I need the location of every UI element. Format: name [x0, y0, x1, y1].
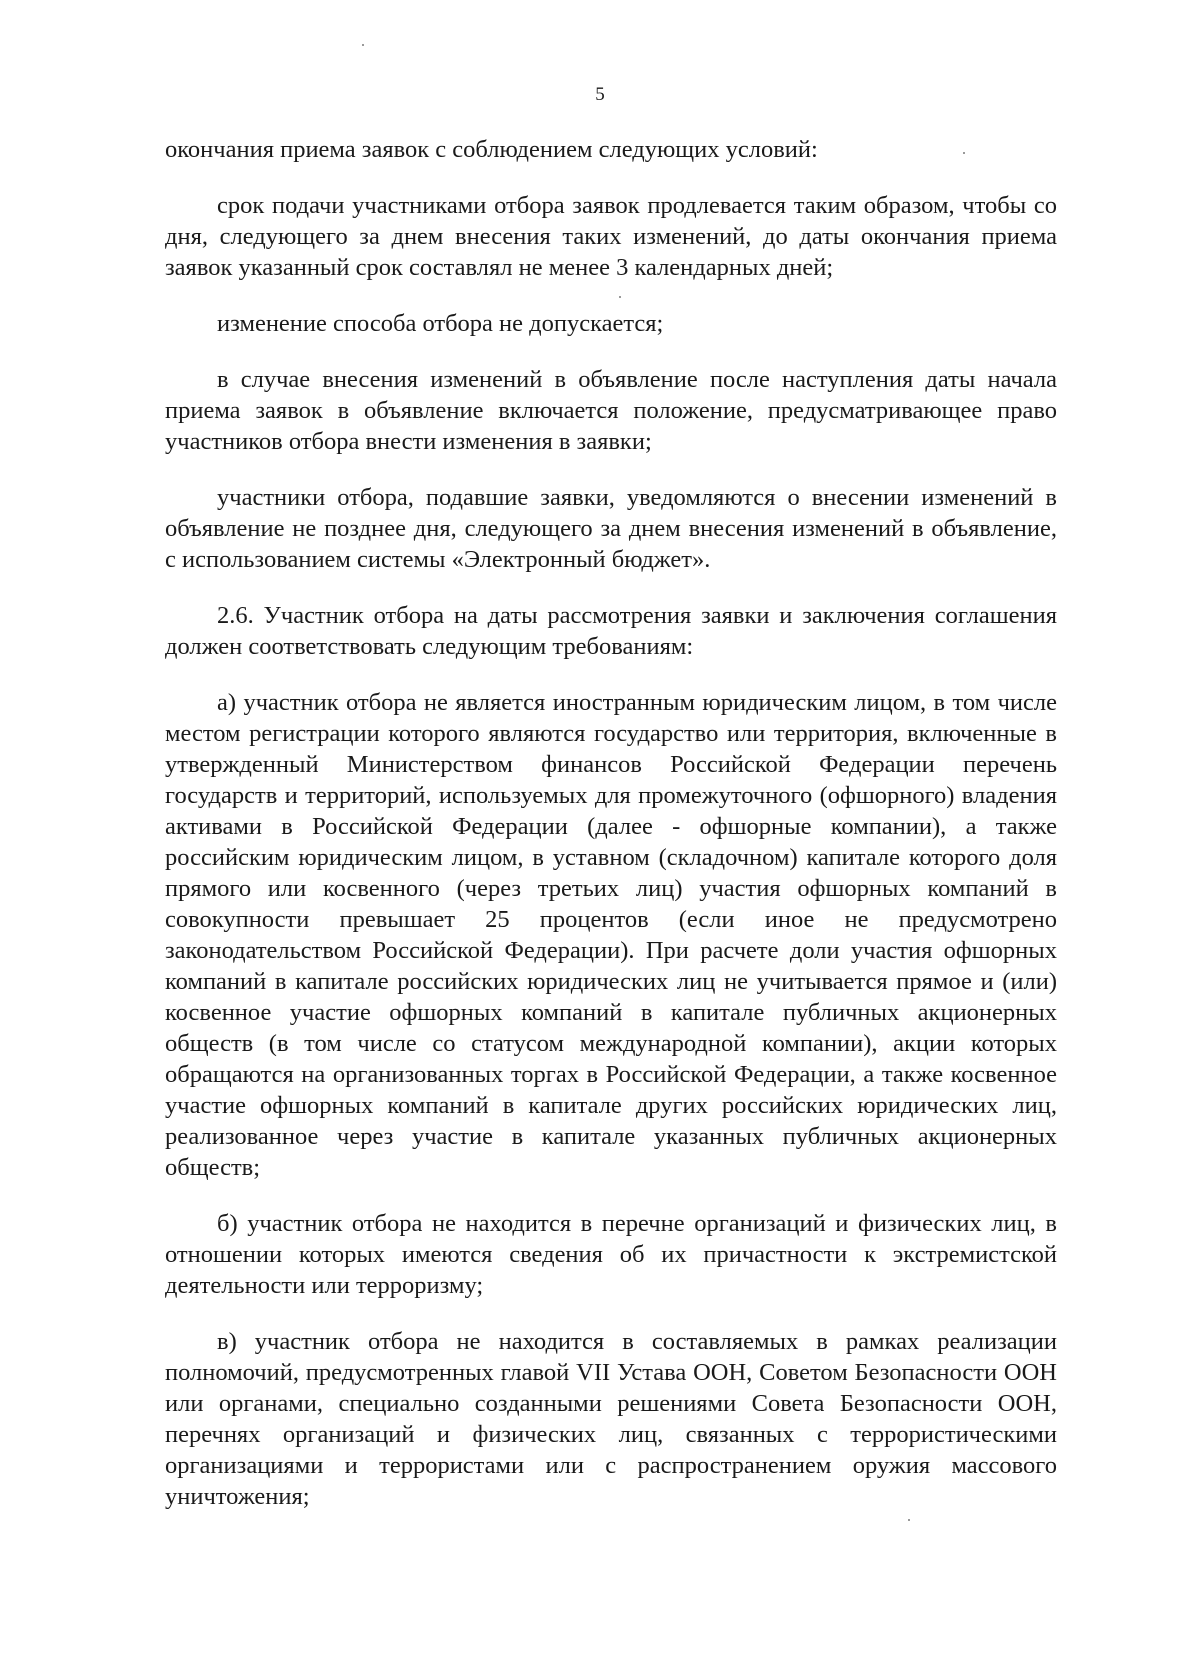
document-body	[165, 134, 1057, 1537]
page-number: 5	[595, 84, 605, 105]
paragraph: окончания приема заявок с соблюдением следующих условий:	[165, 136, 818, 163]
paragraph: участники отбора, подавшие заявки, уведомляются о внесении изменений в объявление не позднее дня, следующего за днем внесения изменений в объявление, с использованием системы «Электронный бюджет».	[165, 484, 1057, 573]
paragraph: срок подачи участниками отбора заявок продлевается таким образом, чтобы со дня, следующего за днем внесения таких изменений, до даты окончания приема заявок указанный срок составлял не менее 3 календарных дней;	[165, 192, 1057, 281]
scan-speck	[362, 44, 364, 46]
paragraph: изменение способа отбора не допускается;	[217, 310, 664, 337]
paragraph: в) участник отбора не находится в составляемых в рамках реализации полномочий, предусмотренных главой VII Устава ООН, Советом Безопасности ООН или органами, специально созданными решениями Совета Безопасности ООН, перечнях организаций и физических лиц, связанных с террористическими организациями и террористами или с распространением оружия массового уничтожения;	[165, 1328, 1057, 1510]
paragraph: 2.6. Участник отбора на даты рассмотрения заявки и заключения соглашения должен соответствовать следующим требованиям:	[165, 602, 1057, 660]
paragraph: а) участник отбора не является иностранным юридическим лицом, в том числе местом регистрации которого являются государство или территория, включенные в утвержденный Министерством финансов Российской Федерации перечень государств и территорий, используемых для промежуточного (офшорного) владения активами в Российской Федерации (далее - офшорные компании), а также российским юридическим лицом, в уставном (складочном) капитале которого доля прямого или косвенного (через третьих лиц) участия офшорных компаний в совокупности превышает 25 процентов (если иное не предусмотрено законодательством Российской Федерации). При расчете доли участия офшорных компаний в капитале российских юридических лиц не учитывается прямое и (или) косвенное участие офшорных компаний в капитале публичных акционерных обществ (в том числе со статусом международной компании), акции которых обращаются на организованных торгах в Российской Федерации, а также косвенное участие офшорных компаний в капитале других российских юридических лиц, реализованное через участие в капитале указанных публичных акционерных обществ;	[165, 689, 1057, 1181]
paragraph: в случае внесения изменений в объявление после наступления даты начала приема заявок в объявление включается положение, предусматривающее право участников отбора внести изменения в заявки;	[165, 366, 1057, 455]
paragraph: б) участник отбора не находится в перечне организаций и физических лиц, в отношении которых имеются сведения об их причастности к экстремистской деятельности или терроризму;	[165, 1210, 1057, 1299]
